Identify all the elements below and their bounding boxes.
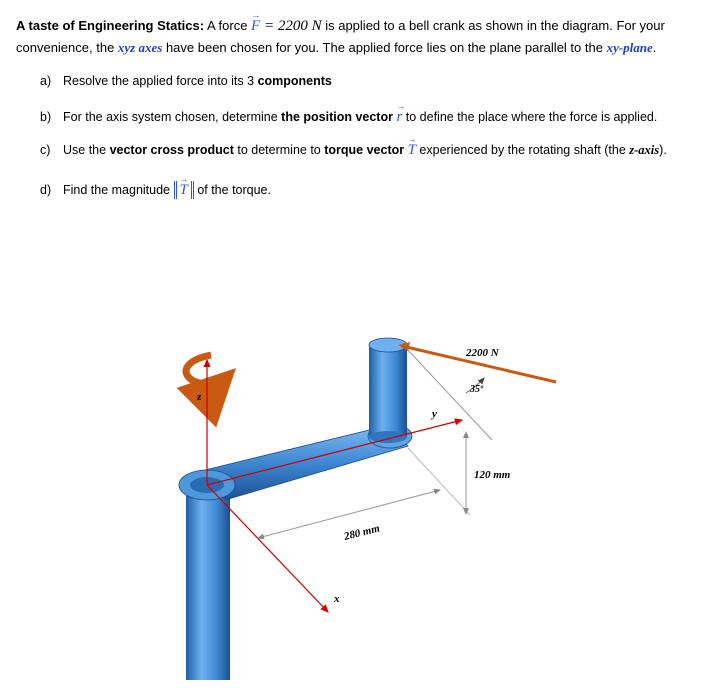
question-d-text-2: of the torque. bbox=[193, 183, 271, 197]
question-c-bold-1: vector cross product bbox=[109, 143, 234, 157]
plane-term: xy-plane bbox=[606, 40, 653, 55]
question-a-bold: components bbox=[257, 74, 332, 88]
extension-line bbox=[408, 448, 470, 515]
question-b-label: b) bbox=[40, 110, 52, 124]
force-equation: = 2200 N bbox=[260, 18, 322, 34]
question-b-text-2: to define the place where the force is applied. bbox=[402, 110, 658, 124]
position-vector-symbol: → r bbox=[396, 108, 402, 126]
question-c-text-2: to determine to bbox=[233, 143, 325, 157]
rotation-arrow-icon bbox=[186, 355, 226, 384]
force-label: 2200 N bbox=[466, 347, 499, 359]
question-d-label: d) bbox=[40, 183, 52, 197]
intro-text-2: is applied to a bell crank as shown in the diagram. For your convenience, the bbox=[16, 18, 665, 55]
z-axis-term: z-axis bbox=[629, 143, 660, 157]
torque-magnitude-symbol: → T bbox=[180, 181, 188, 199]
question-c-text-4: ). bbox=[659, 143, 667, 157]
angle-label: 35º bbox=[470, 384, 483, 395]
question-d-text-1: Find the magnitude bbox=[63, 183, 174, 197]
dim-280-label: 280 mm bbox=[342, 522, 382, 543]
y-axis-line bbox=[207, 420, 462, 485]
question-a-label: a) bbox=[40, 74, 52, 88]
question-c-text-3: experienced by the rotating shaft (the bbox=[415, 143, 630, 157]
question-c-label: c) bbox=[40, 143, 51, 157]
force-symbol: → F bbox=[251, 16, 260, 37]
question-b-text-1: For the axis system chosen, determine bbox=[63, 110, 282, 124]
intro-text-1: A force bbox=[204, 18, 252, 33]
x-axis-label: x bbox=[334, 593, 340, 605]
intro-text-3: have been chosen for you. The applied force lies on the plane parallel to the bbox=[162, 40, 607, 55]
intro-text-4: . bbox=[652, 40, 657, 55]
torque-vector-symbol: → T bbox=[408, 141, 416, 159]
z-axis-label: z bbox=[197, 391, 202, 403]
y-axis-label: y bbox=[432, 408, 437, 420]
intro-title: A taste of Engineering Statics: bbox=[16, 18, 205, 33]
question-c-text-1: Use the bbox=[63, 143, 110, 157]
question-c-bold-2: torque vector bbox=[324, 143, 405, 157]
question-b-bold: the position vector bbox=[281, 110, 393, 124]
question-a-text: Resolve the applied force into its 3 bbox=[63, 74, 258, 88]
axes-term: xyz axes bbox=[117, 40, 163, 55]
upper-shaft bbox=[369, 338, 407, 443]
dim-120-label: 120 mm bbox=[474, 469, 511, 481]
lower-shaft bbox=[186, 488, 230, 680]
